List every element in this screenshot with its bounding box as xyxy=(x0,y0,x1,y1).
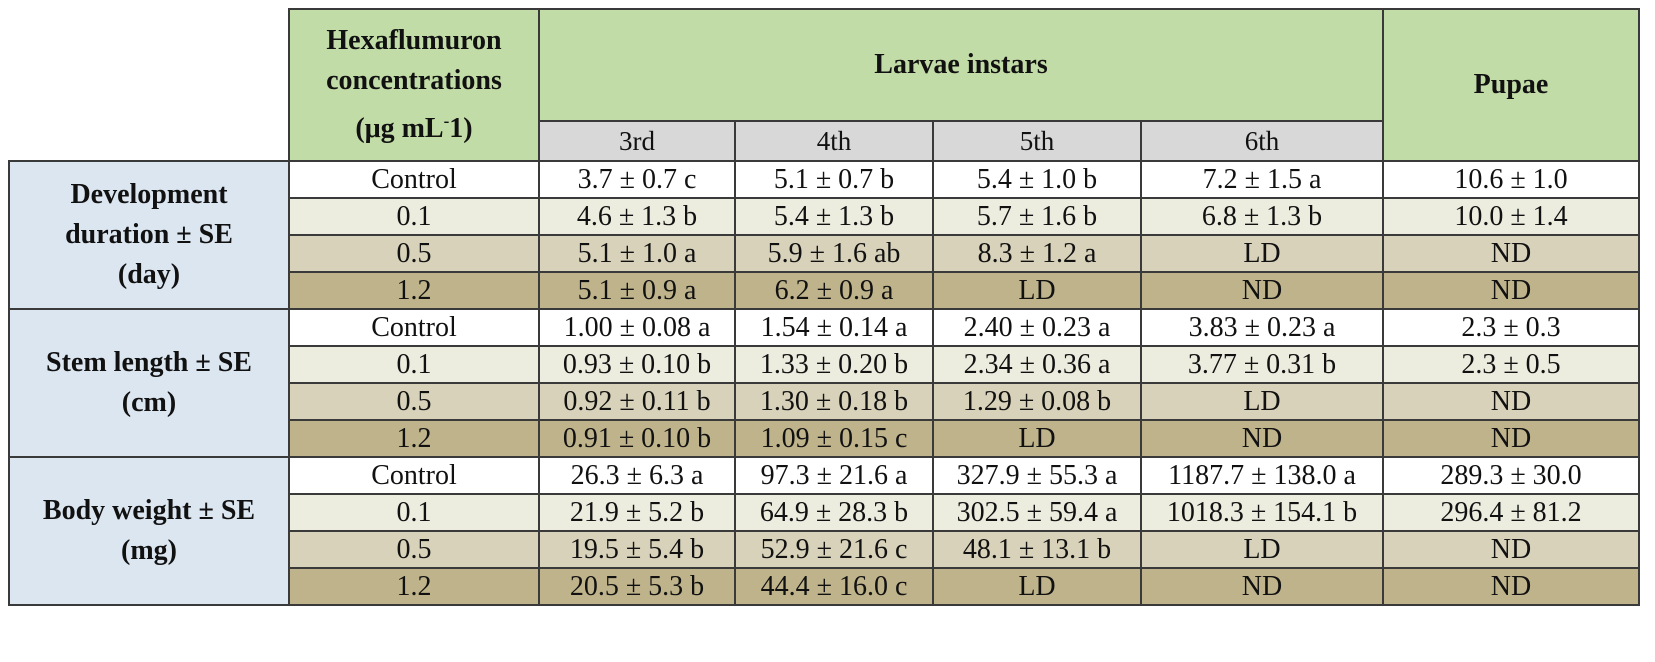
value-cell: 3.83 ± 0.23 a xyxy=(1141,309,1383,346)
value-cell: LD xyxy=(933,272,1141,309)
table-row xyxy=(9,161,1639,198)
value-cell: LD xyxy=(1141,383,1383,420)
value-cell: 97.3 ± 21.6 a xyxy=(735,457,933,494)
value-cell: 3.77 ± 0.31 b xyxy=(1141,346,1383,383)
data-table-container xyxy=(8,8,1640,606)
concentration-cell: 0.5 xyxy=(289,235,539,272)
value-cell: ND xyxy=(1383,235,1639,272)
concentration-header xyxy=(289,9,539,161)
results-table xyxy=(8,8,1640,606)
value-cell: 327.9 ± 55.3 a xyxy=(933,457,1141,494)
concentration-cell: 0.5 xyxy=(289,531,539,568)
value-cell: 296.4 ± 81.2 xyxy=(1383,494,1639,531)
value-cell: 2.3 ± 0.3 xyxy=(1383,309,1639,346)
value-cell: LD xyxy=(1141,531,1383,568)
value-cell: 20.5 ± 5.3 b xyxy=(539,568,735,605)
concentration-header-line2: concentrations xyxy=(326,65,502,97)
concentration-cell: Control xyxy=(289,161,539,198)
instar-4th-header: 4th xyxy=(735,121,933,161)
value-cell: 2.40 ± 0.23 a xyxy=(933,309,1141,346)
table-row xyxy=(9,457,1639,494)
instar-6th-header: 6th xyxy=(1141,121,1383,161)
value-cell: 1.00 ± 0.08 a xyxy=(539,309,735,346)
value-cell: 1.54 ± 0.14 a xyxy=(735,309,933,346)
value-cell: 6.2 ± 0.9 a xyxy=(735,272,933,309)
value-cell: ND xyxy=(1141,420,1383,457)
value-cell: 0.93 ± 0.10 b xyxy=(539,346,735,383)
value-cell: 289.3 ± 30.0 xyxy=(1383,457,1639,494)
group-label-body-weight: Body weight ± SE (mg) xyxy=(9,457,289,605)
value-cell: 1018.3 ± 154.1 b xyxy=(1141,494,1383,531)
group-label-development: Development duration ± SE (day) xyxy=(9,161,289,309)
concentration-cell: 1.2 xyxy=(289,568,539,605)
value-cell: 5.1 ± 0.7 b xyxy=(735,161,933,198)
value-cell: 48.1 ± 13.1 b xyxy=(933,531,1141,568)
larvae-instars-header: Larvae instars xyxy=(539,9,1383,121)
value-cell: 1.29 ± 0.08 b xyxy=(933,383,1141,420)
group-label-stem-length: Stem length ± SE (cm) xyxy=(9,309,289,457)
value-cell: 4.6 ± 1.3 b xyxy=(539,198,735,235)
value-cell: 0.92 ± 0.11 b xyxy=(539,383,735,420)
value-cell: LD xyxy=(933,568,1141,605)
value-cell: 3.7 ± 0.7 c xyxy=(539,161,735,198)
value-cell: 2.3 ± 0.5 xyxy=(1383,346,1639,383)
value-cell: 5.1 ± 1.0 a xyxy=(539,235,735,272)
value-cell: 5.4 ± 1.0 b xyxy=(933,161,1141,198)
concentration-header-line1: Hexaflumuron xyxy=(326,25,502,57)
concentration-cell: 0.1 xyxy=(289,494,539,531)
value-cell: 26.3 ± 6.3 a xyxy=(539,457,735,494)
value-cell: 5.7 ± 1.6 b xyxy=(933,198,1141,235)
value-cell: 1.30 ± 0.18 b xyxy=(735,383,933,420)
value-cell: 52.9 ± 21.6 c xyxy=(735,531,933,568)
value-cell: ND xyxy=(1383,383,1639,420)
concentration-cell: 1.2 xyxy=(289,420,539,457)
value-cell: 7.2 ± 1.5 a xyxy=(1141,161,1383,198)
value-cell: 0.91 ± 0.10 b xyxy=(539,420,735,457)
value-cell: 44.4 ± 16.0 c xyxy=(735,568,933,605)
value-cell: 19.5 ± 5.4 b xyxy=(539,531,735,568)
value-cell: 64.9 ± 28.3 b xyxy=(735,494,933,531)
concentration-cell: Control xyxy=(289,309,539,346)
value-cell: ND xyxy=(1141,568,1383,605)
concentration-cell: 0.1 xyxy=(289,346,539,383)
value-cell: ND xyxy=(1383,568,1639,605)
concentration-cell: Control xyxy=(289,457,539,494)
value-cell: LD xyxy=(1141,235,1383,272)
concentration-cell: 0.5 xyxy=(289,383,539,420)
concentration-header-line3: (μg mL-1) xyxy=(355,111,473,144)
value-cell: 2.34 ± 0.36 a xyxy=(933,346,1141,383)
value-cell: 6.8 ± 1.3 b xyxy=(1141,198,1383,235)
value-cell: 5.1 ± 0.9 a xyxy=(539,272,735,309)
value-cell: ND xyxy=(1383,531,1639,568)
value-cell: 5.4 ± 1.3 b xyxy=(735,198,933,235)
value-cell: ND xyxy=(1141,272,1383,309)
value-cell: 5.9 ± 1.6 ab xyxy=(735,235,933,272)
value-cell: ND xyxy=(1383,420,1639,457)
value-cell: 21.9 ± 5.2 b xyxy=(539,494,735,531)
concentration-cell: 0.1 xyxy=(289,198,539,235)
instar-5th-header: 5th xyxy=(933,121,1141,161)
value-cell: 8.3 ± 1.2 a xyxy=(933,235,1141,272)
value-cell: 1187.7 ± 138.0 a xyxy=(1141,457,1383,494)
value-cell: 302.5 ± 59.4 a xyxy=(933,494,1141,531)
value-cell: 1.09 ± 0.15 c xyxy=(735,420,933,457)
value-cell: LD xyxy=(933,420,1141,457)
value-cell: 10.0 ± 1.4 xyxy=(1383,198,1639,235)
pupae-header: Pupae xyxy=(1383,9,1639,161)
value-cell: ND xyxy=(1383,272,1639,309)
table-row xyxy=(9,309,1639,346)
instar-3rd-header: 3rd xyxy=(539,121,735,161)
concentration-cell: 1.2 xyxy=(289,272,539,309)
value-cell: 10.6 ± 1.0 xyxy=(1383,161,1639,198)
empty-corner xyxy=(9,9,289,161)
value-cell: 1.33 ± 0.20 b xyxy=(735,346,933,383)
